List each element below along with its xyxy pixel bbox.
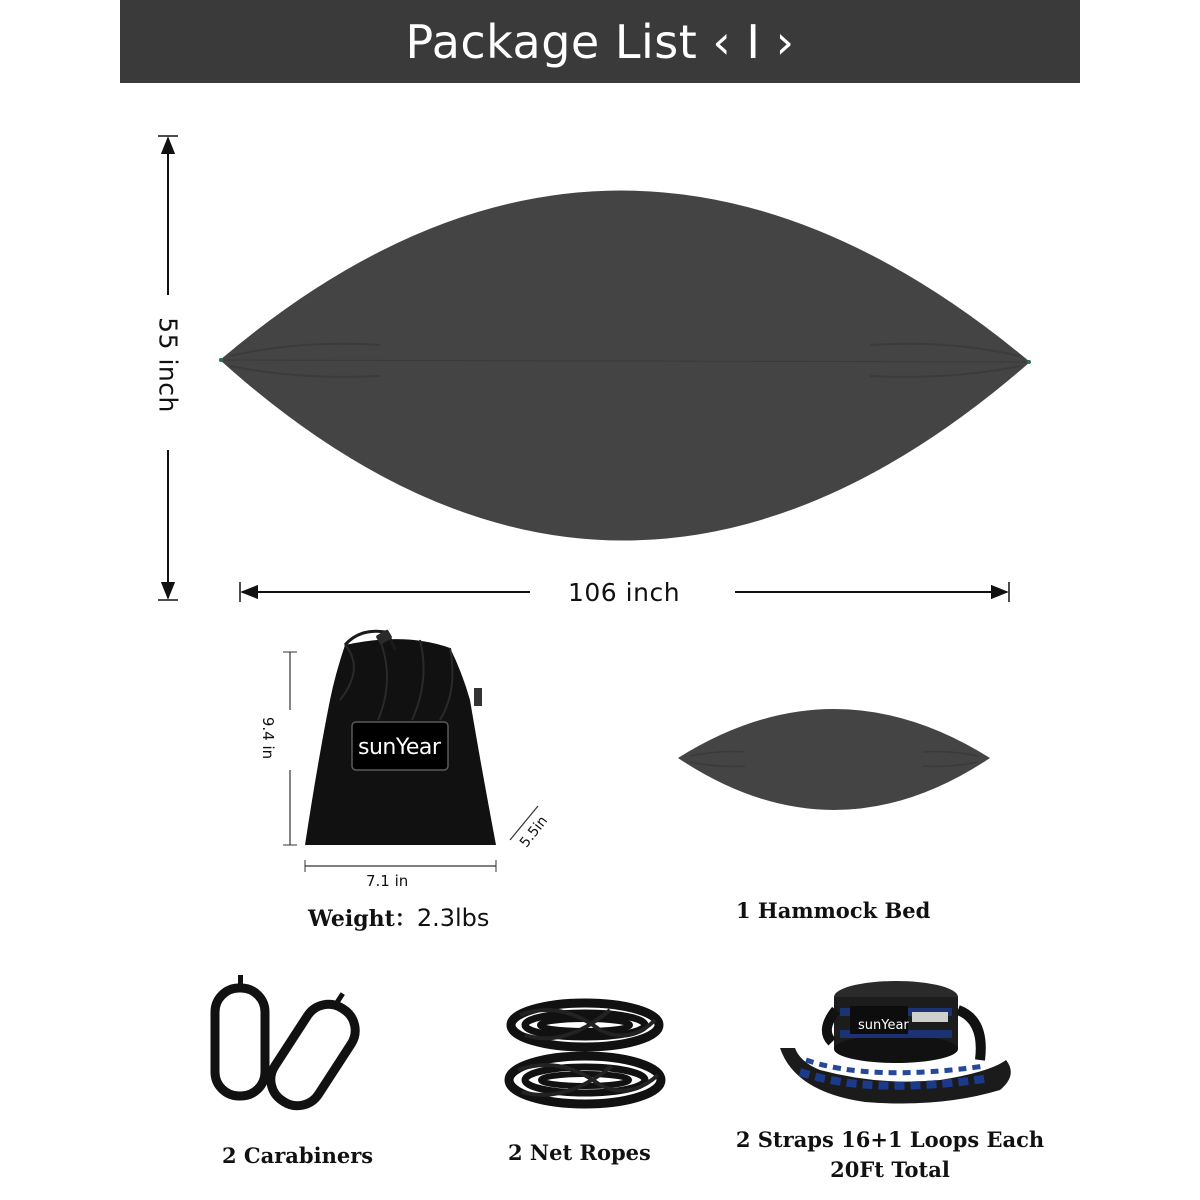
hammock-width-label: 106 inch <box>568 578 681 607</box>
bag-width-label: 7.1 in <box>366 872 409 890</box>
weight-label: Weight： <box>308 906 417 932</box>
straps-label-line1: 2 Straps 16+1 Loops Each <box>735 1127 1045 1152</box>
tree-straps <box>780 981 1011 1104</box>
hammock-bed-label: 1 Hammock Bed <box>736 898 931 923</box>
bag-brand-logo: sunYear <box>358 735 441 760</box>
hammock-height-label: 55 inch <box>153 317 183 413</box>
hammock-small <box>678 709 990 810</box>
bag-depth-label: 5.5in <box>516 813 552 851</box>
strap-brand-logo: sunYear <box>858 1018 909 1033</box>
straps-label-line2: 20Ft Total <box>830 1157 950 1182</box>
straps-label <box>735 1125 1045 1185</box>
carabiners-label: 2 Carabiners <box>222 1143 374 1168</box>
page-title: Package List ‹ I › <box>405 14 795 69</box>
carabiners <box>215 975 365 1115</box>
bag-height-label: 9.4 in <box>259 716 277 760</box>
net-ropes-label: 2 Net Ropes <box>508 1140 651 1165</box>
net-ropes <box>509 1003 661 1104</box>
bag-weight <box>308 902 489 933</box>
weight-value: 2.3lbs <box>416 904 490 932</box>
hammock-large <box>219 190 1031 540</box>
